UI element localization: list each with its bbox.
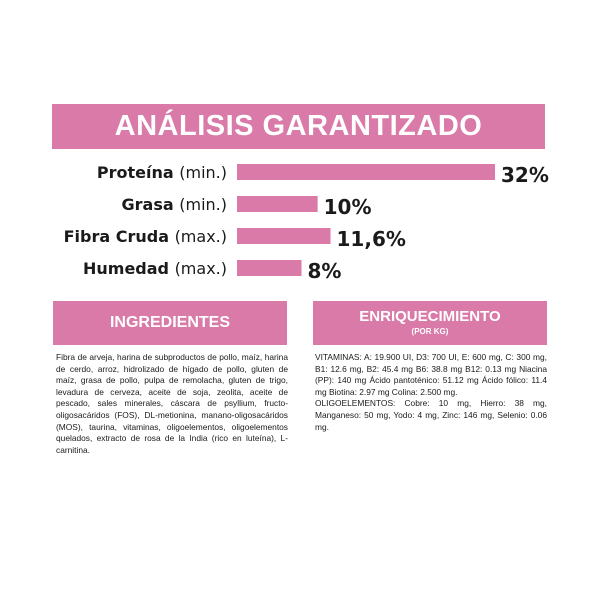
bar	[237, 260, 302, 276]
bar	[237, 196, 318, 212]
vitamins-text: VITAMINAS: A: 19.900 UI, D3: 700 UI, E: 600 mg, C: 300 mg, B1: 12.6 mg, B2: 45.4 mg B6: 38.8 mg B12: 0.13 mg Niacina (PP): 140 mg Ácido pantoténico: 51.12 mg Ácido fólico: 11.4 mg Biotina: 2.97 mg Colina: 2.500 mg.	[315, 352, 547, 397]
ingredients-text: Fibra de arveja, harina de subproductos de pollo, maíz, harina de cerdo, arroz, hidrolizado de hígado de pollo, gluten de maíz, grasa de pollo, pulpa de remolacha, gluten de trigo, levadura de cerveza, aceite de soja, zeolita, aceite de pescado, sales minerales, cáscara de psyllium, fructo-oligosacáridos (FOS), DL-metionina, manano-oligosacáridos (MOS), taurina, vitaminas, oligoelementos, oligoelementos quelados, extracto de rosa de la India (rico en luteína), L-carnitina.	[56, 352, 288, 455]
enrichment-subtitle: (POR KG)	[411, 327, 449, 336]
bar-label	[64, 227, 227, 246]
bar-qualifier: (min.)	[179, 163, 227, 182]
bar-label	[97, 163, 227, 182]
bar-qualifier: (min.)	[179, 195, 227, 214]
bar	[237, 164, 495, 180]
bar-category: Grasa	[121, 195, 180, 214]
analysis-title: ANÁLISIS GARANTIZADO	[114, 110, 483, 142]
enrichment-text	[315, 352, 547, 433]
enrichment-title: ENRIQUECIMIENTO	[359, 308, 501, 325]
enrichment-header	[313, 301, 547, 345]
ingredients-title: INGREDIENTES	[109, 314, 230, 331]
bar-qualifier: (max.)	[174, 227, 227, 246]
bar-label	[122, 195, 227, 214]
bar-value-label: 32%	[501, 163, 549, 187]
bar-value-label: 10%	[323, 195, 372, 219]
bar	[237, 228, 331, 244]
bar-category: Humedad	[82, 259, 175, 278]
ingredients-header	[53, 301, 287, 345]
bar-qualifier: (max.)	[174, 259, 227, 278]
bar-label	[83, 259, 227, 278]
bar-category: Proteína	[96, 163, 180, 182]
bar-value-label: 8%	[307, 259, 342, 283]
trace-elements-text: OLIGOELEMENTOS: Cobre: 10 mg, Hierro: 38 mg, Manganeso: 50 mg, Yodo: 4 mg, Zinc: 146 mg, Selenio: 0.06 mg.	[315, 398, 547, 432]
bar-category: Fibra Cruda	[63, 227, 175, 246]
bar-value-label: 11,6%	[336, 227, 406, 251]
